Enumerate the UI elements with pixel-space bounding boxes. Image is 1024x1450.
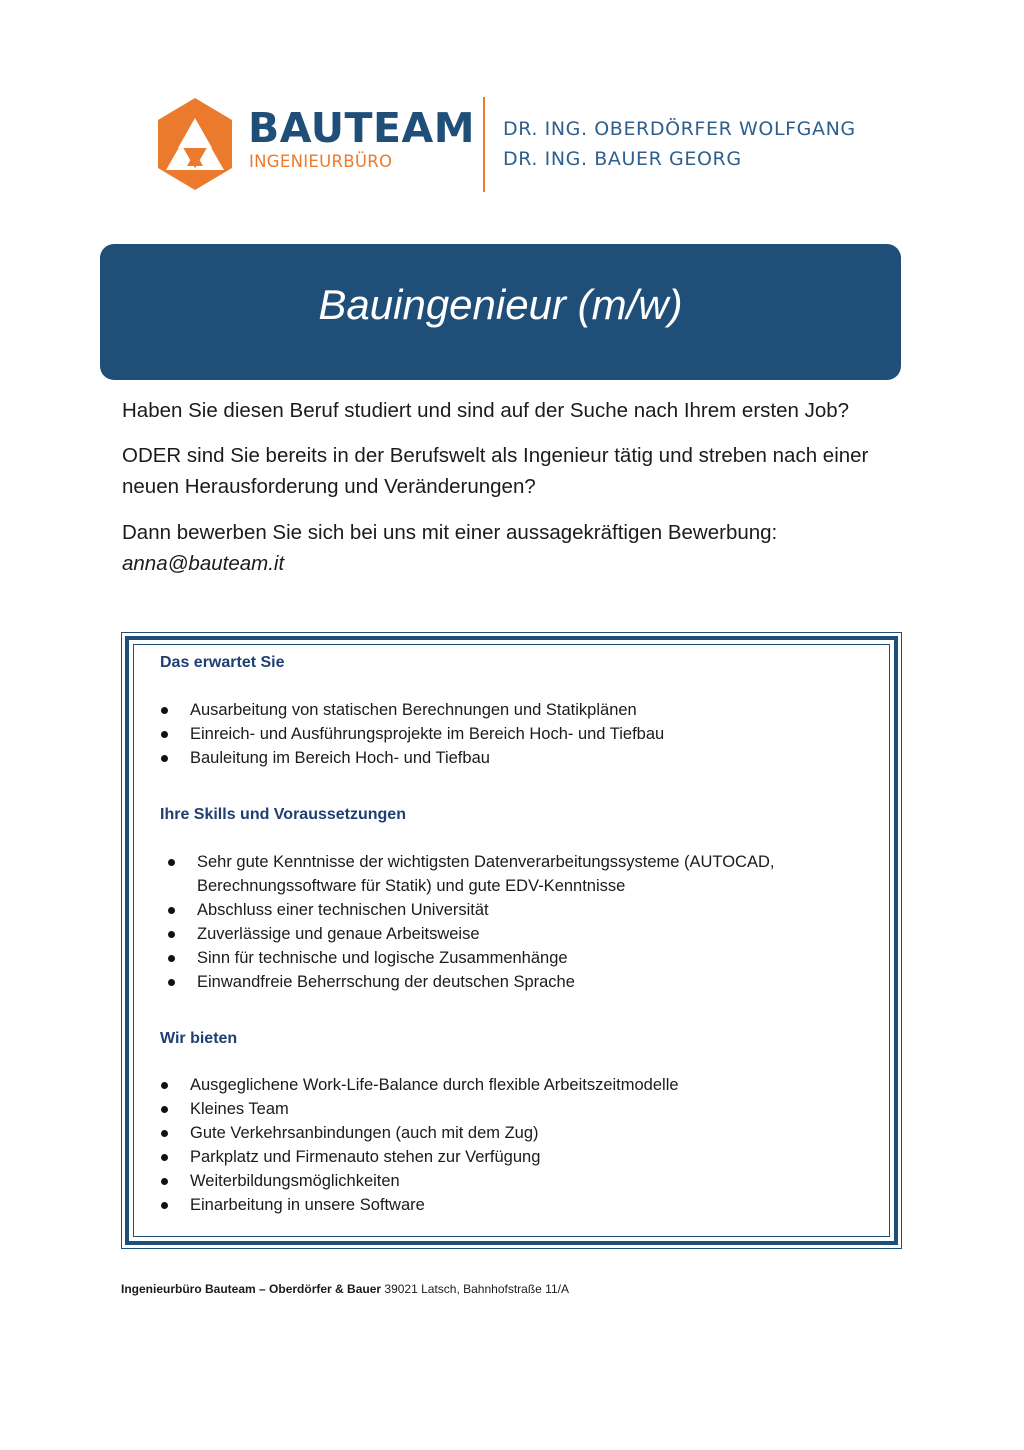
list-item: Ausarbeitung von statischen Berechnungen und Statikplänen: [190, 698, 870, 722]
intro-alternative: ODER sind Sie bereits in der Berufswelt als Ingenieur tätig und streben nach einer neuen Herausforderung und Veränderungen?: [122, 444, 869, 498]
list-item: Einarbeitung in unsere Software: [190, 1193, 870, 1217]
footer-street: 39021 Latsch, Bahnhofstraße 11/A: [384, 1282, 569, 1296]
section-title-expectations: Das erwartet Sie: [160, 654, 285, 671]
expectations-list: [190, 698, 870, 770]
bullet-icon: [161, 1130, 168, 1137]
list-item: Bauleitung im Bereich Hoch- und Tiefbau: [190, 746, 870, 770]
list-item: Sehr gute Kenntnisse der wichtigsten Datenverarbeitungssysteme (AUTOCAD, Berechnungssoftware für Statik) und gute EDV-Kenntnisse: [197, 850, 857, 898]
bullet-icon: [161, 1178, 168, 1185]
brand-subtitle: INGENIEURBÜRO: [249, 152, 393, 171]
brand-name: BAUTEAM: [248, 104, 476, 152]
list-item: Weiterbildungsmöglichkeiten: [190, 1169, 870, 1193]
bullet-icon: [161, 1154, 168, 1161]
list-item: Abschluss einer technischen Universität: [197, 898, 857, 922]
apply-email-link[interactable]: anna@bauteam.it: [122, 552, 285, 575]
list-item: Sinn für technische und logische Zusammenhänge: [197, 946, 857, 970]
intro-apply: [122, 517, 912, 579]
partner-name-2: DR. ING. BAUER GEORG: [503, 148, 742, 170]
bullet-icon: [168, 859, 175, 866]
offer-list: [190, 1073, 870, 1217]
bullet-icon: [168, 931, 175, 938]
list-item: Einwandfreie Beherrschung der deutschen Sprache: [197, 970, 857, 994]
bullet-icon: [161, 755, 168, 762]
footer-company: Ingenieurbüro Bauteam – Oberdörfer & Bauer: [121, 1282, 382, 1296]
intro-question: Haben Sie diesen Beruf studiert und sind auf der Suche nach Ihrem ersten Job?: [122, 399, 850, 422]
partner-name-1: DR. ING. OBERDÖRFER WOLFGANG: [503, 118, 856, 140]
header-divider: [483, 97, 485, 192]
footer-address: [121, 1283, 569, 1295]
bullet-icon: [161, 1202, 168, 1209]
skills-list: [197, 850, 857, 994]
section-title-skills: Ihre Skills und Voraussetzungen: [160, 806, 406, 823]
bullet-icon: [168, 979, 175, 986]
bullet-icon: [161, 1082, 168, 1089]
bullet-icon: [161, 1106, 168, 1113]
section-title-offer: Wir bieten: [160, 1030, 238, 1047]
bullet-icon: [161, 731, 168, 738]
job-title: Bauingenieur (m/w): [318, 281, 683, 328]
bauteam-logo-icon: [156, 96, 234, 192]
list-item: Parkplatz und Firmenauto stehen zur Verfügung: [190, 1145, 870, 1169]
list-item: Kleines Team: [190, 1097, 870, 1121]
bullet-icon: [168, 907, 175, 914]
bullet-icon: [161, 707, 168, 714]
apply-text: Dann bewerben Sie sich bei uns mit einer aussagekräftigen Bewerbung:: [122, 521, 778, 544]
bullet-icon: [168, 955, 175, 962]
list-item: Einreich- und Ausführungsprojekte im Bereich Hoch- und Tiefbau: [190, 722, 870, 746]
list-item: Gute Verkehrsanbindungen (auch mit dem Zug): [190, 1121, 870, 1145]
list-item: Ausgeglichene Work-Life-Balance durch flexible Arbeitszeitmodelle: [190, 1073, 870, 1097]
list-item: Zuverlässige und genaue Arbeitsweise: [197, 922, 857, 946]
